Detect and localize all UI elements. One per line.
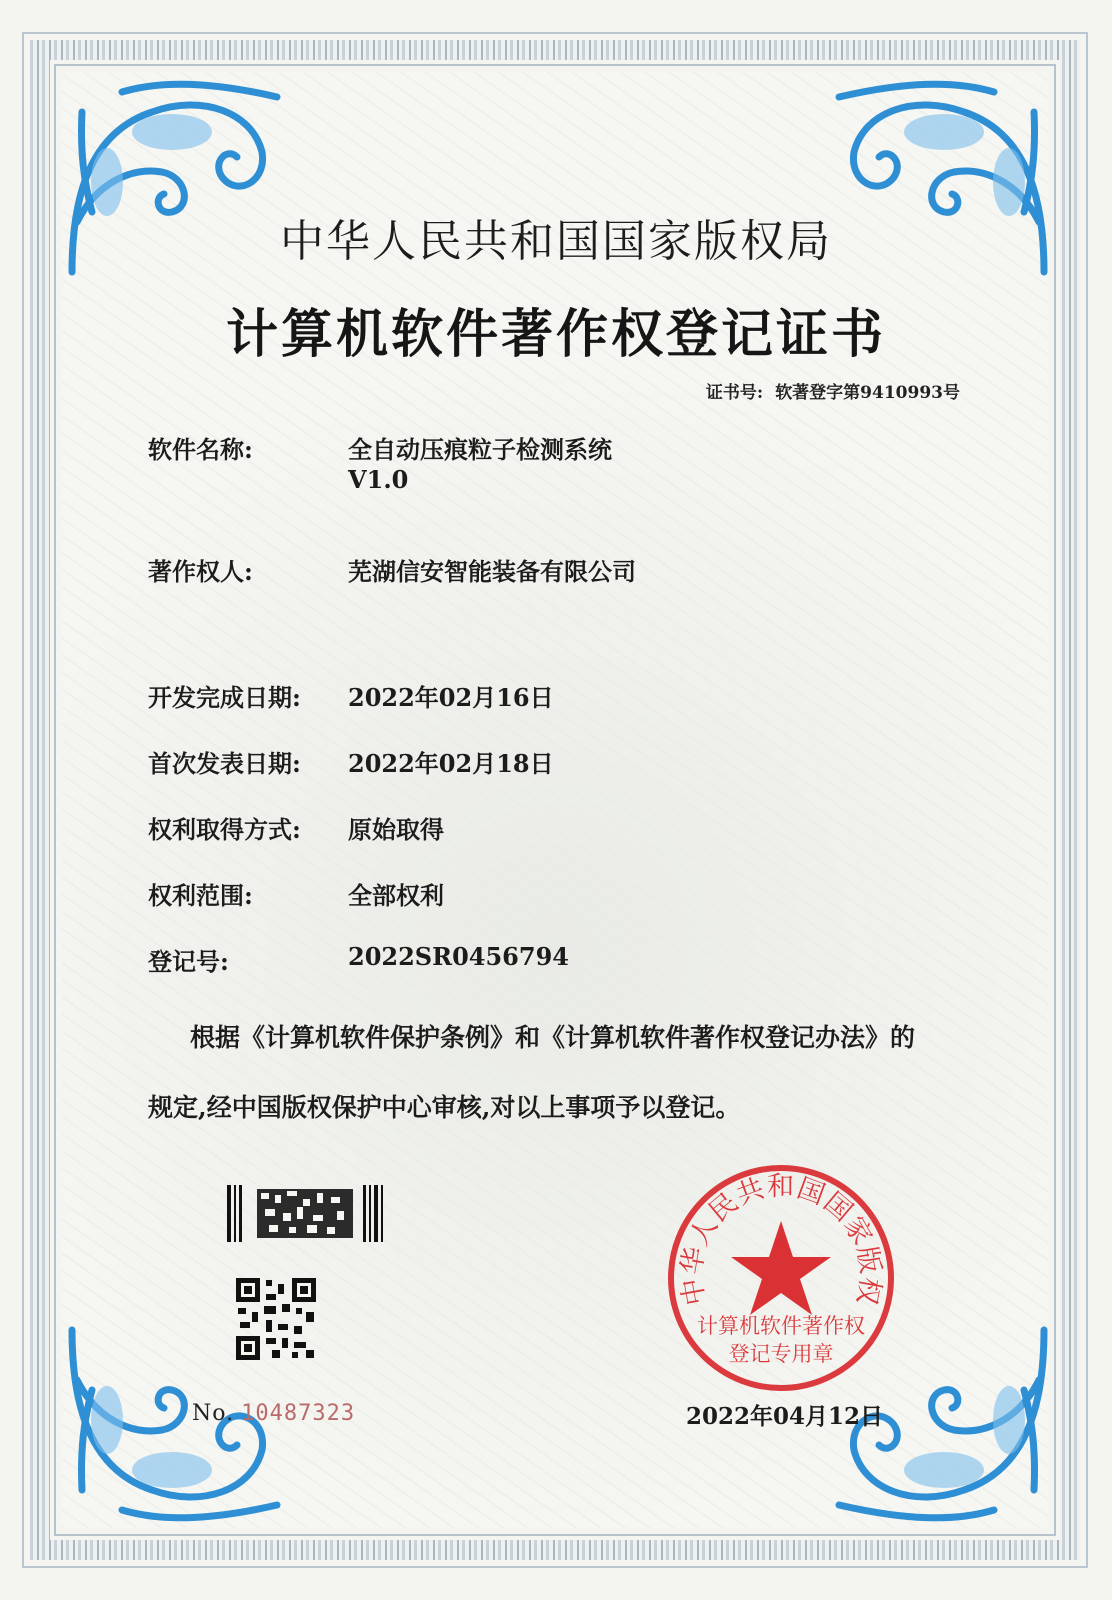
field-label: 软件名称: — [148, 435, 253, 464]
statement-line-2: 规定,经中国版权保护中心审核,对以上事项予以登记。 — [148, 1093, 741, 1122]
official-seal — [666, 1163, 896, 1393]
serial-prefix: No. — [192, 1401, 235, 1426]
software-name-line1: 全自动压痕粒子检测系统 — [348, 435, 612, 464]
field-first-publish-date — [148, 744, 554, 779]
field-label: 权利取得方式: — [148, 815, 301, 844]
certificate-number — [706, 378, 960, 403]
certificate-title: 计算机软件著作权登记证书 — [225, 304, 886, 365]
field-label: 登记号: — [148, 947, 229, 976]
svg-text:中华人民共和国国家版权局: 中华人民共和国国家版权 — [676, 1171, 886, 1308]
first-publish-date-value: 2022年02月18日 — [348, 749, 554, 778]
serial-value: 10487323 — [241, 1401, 356, 1426]
certificate-paper — [62, 72, 1048, 1528]
completion-date-value: 2022年02月16日 — [348, 683, 554, 712]
field-label: 首次发表日期: — [148, 749, 301, 778]
acquisition-method-value: 原始取得 — [348, 815, 444, 844]
svg-text:计算机软件著作权: 计算机软件著作权 — [697, 1314, 865, 1338]
field-rights-scope — [148, 876, 444, 911]
software-name-value — [348, 430, 612, 494]
field-copyright-owner — [148, 552, 636, 587]
serial-number — [192, 1401, 355, 1426]
certificate-number-value: 软著登字第9410993号 — [775, 383, 960, 403]
certificate-number-label: 证书号: — [705, 383, 764, 403]
qr-code — [236, 1278, 316, 1360]
svg-text:登记专用章: 登记专用章 — [728, 1342, 834, 1366]
barcode — [227, 1185, 387, 1242]
rights-scope-value: 全部权利 — [348, 881, 444, 910]
field-acquisition-method — [148, 810, 444, 845]
software-version: V1.0 — [348, 465, 409, 494]
field-registration-number — [148, 942, 569, 977]
field-label: 开发完成日期: — [148, 683, 301, 712]
issuing-authority: 中华人民共和国国家版权局 — [280, 216, 832, 267]
field-software-name — [148, 430, 612, 494]
field-completion-date — [148, 678, 554, 713]
copyright-owner-value: 芜湖信安智能装备有限公司 — [348, 557, 636, 586]
field-label: 著作权人: — [148, 557, 253, 586]
field-label: 权利范围: — [148, 881, 253, 910]
issue-date: 2022年04月12日 — [686, 1403, 884, 1430]
statement-line-1: 根据《计算机软件保护条例》和《计算机软件著作权登记办法》的 — [190, 1023, 916, 1052]
registration-number-value: 2022SR0456794 — [348, 942, 569, 971]
